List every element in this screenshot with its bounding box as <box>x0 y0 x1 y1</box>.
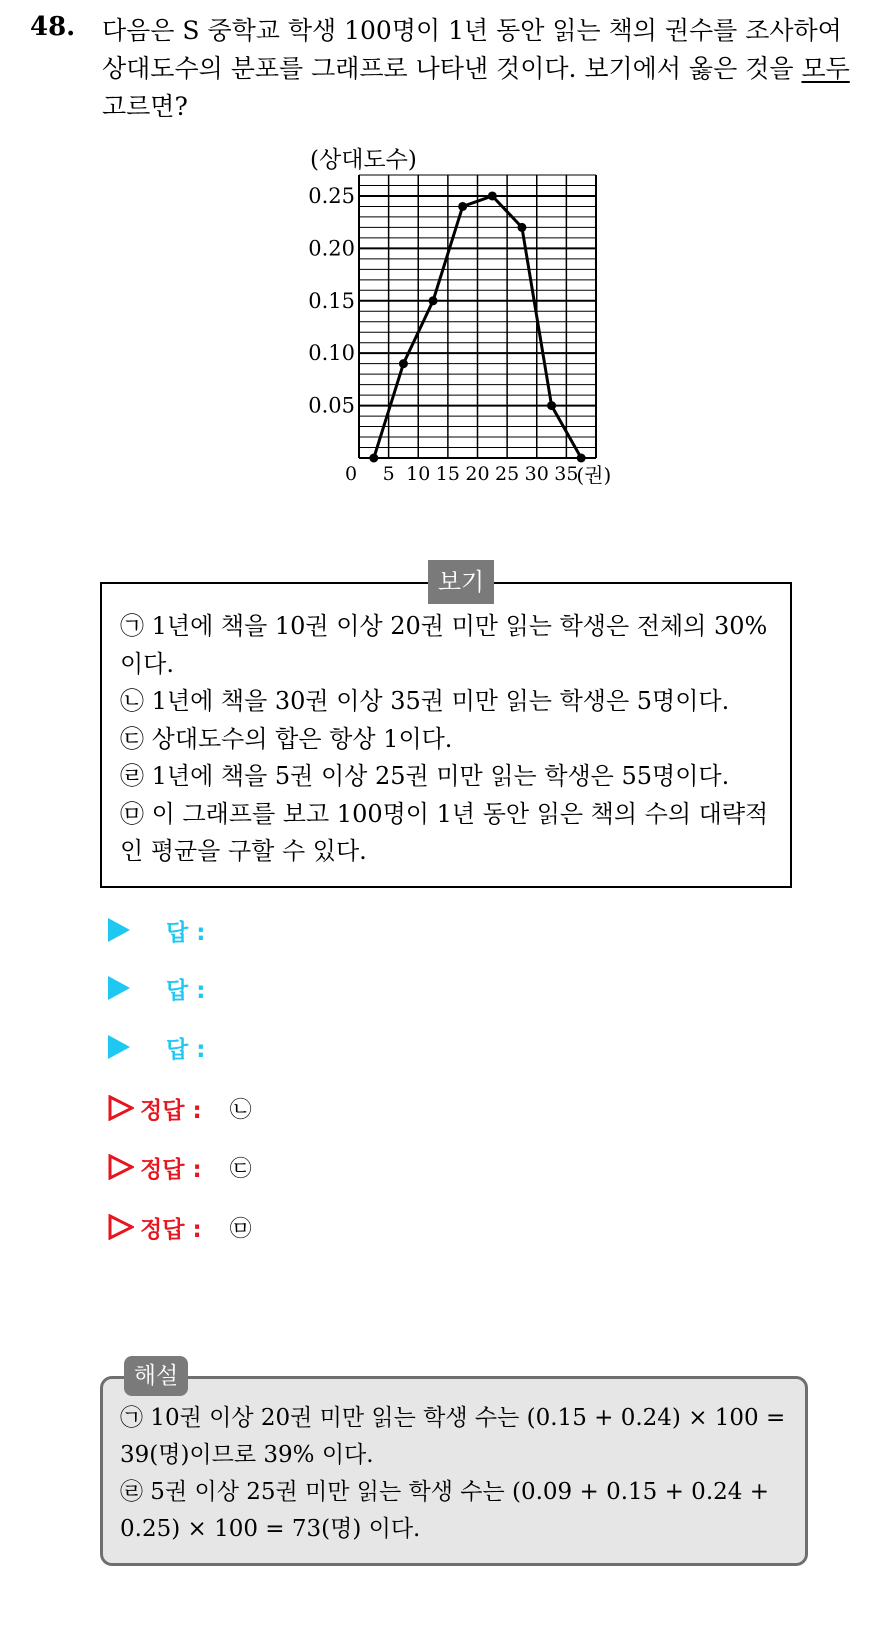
bogi-items <box>120 608 780 871</box>
data-point <box>577 454 586 463</box>
explanation-title: 해설 <box>124 1356 188 1396</box>
question-text-part1: 다음은 S 중학교 학생 100명이 1년 동안 읽는 책의 권수를 조사하여 상대도수의 분포를 그래프로 나타낸 것이다. 보기에서 옳은 것을 <box>102 16 842 83</box>
x-axis-label: (권) <box>576 463 612 487</box>
play-arrow-icon <box>108 1035 130 1059</box>
relative-frequency-chart <box>300 145 630 495</box>
y-tick-label: 0.25 <box>308 183 355 208</box>
y-tick-label: 0.15 <box>308 288 355 313</box>
outline-arrow-icon <box>108 1095 134 1121</box>
data-point <box>369 454 378 463</box>
y-tick-label: 0.10 <box>308 341 355 366</box>
bogi-item-1: ㉠ 1년에 책을 10권 이상 20권 미만 읽는 학생은 전체의 30%이다. <box>120 612 768 678</box>
x-tick-label: 5 <box>382 463 395 485</box>
question-text-underlined: 모두 <box>801 54 850 83</box>
x-tick-label: 15 <box>435 463 460 485</box>
correct-answer-label: 정답 : <box>140 1216 202 1243</box>
play-arrow-icon <box>108 918 130 942</box>
answer-row-2[interactable] <box>108 971 205 1005</box>
answer-label: 답 : <box>166 1036 206 1063</box>
data-point <box>488 191 497 200</box>
x-tick-label: 0 <box>344 463 358 485</box>
correct-answer-value: ㉢ <box>229 1156 252 1182</box>
x-tick-label: 25 <box>495 463 520 485</box>
data-point <box>429 296 438 305</box>
correct-answer-row-1 <box>108 1091 252 1125</box>
bogi-title: 보기 <box>428 560 494 604</box>
x-tick-label: 35 <box>554 463 579 485</box>
answer-label: 답 : <box>166 977 206 1004</box>
bogi-item-3: ㉢ 상대도수의 합은 항상 1이다. <box>120 724 453 753</box>
data-point <box>517 223 526 232</box>
outline-arrow-icon <box>108 1154 134 1180</box>
explanation-items <box>120 1400 800 1548</box>
explanation-line-1: ㉠ 10권 이상 20권 미만 읽는 학생 수는 (0.15 + 0.24) × 100 = 39(명)이므로 39% 이다. <box>120 1405 786 1468</box>
play-arrow-icon <box>108 976 130 1000</box>
x-tick-label: 10 <box>406 463 431 485</box>
correct-answer-label: 정답 : <box>140 1156 202 1183</box>
question-number: 48. <box>30 12 76 42</box>
data-point <box>399 359 408 368</box>
answer-row-1[interactable] <box>108 913 205 947</box>
correct-answer-value: ㉤ <box>229 1216 252 1242</box>
correct-answer-label: 정답 : <box>140 1097 202 1124</box>
answer-row-3[interactable] <box>108 1030 205 1064</box>
bogi-item-4: ㉣ 1년에 책을 5권 이상 25권 미만 읽는 학생은 55명이다. <box>120 762 730 790</box>
y-tick-label: 0.05 <box>308 393 355 418</box>
y-tick-label: 0.20 <box>308 236 355 261</box>
correct-answer-value: ㉡ <box>229 1097 252 1123</box>
data-point <box>458 202 467 211</box>
explanation-line-2: ㉣ 5권 이상 25권 미만 읽는 학생 수는 (0.09 + 0.15 + 0.24 + 0.25) × 100 = 73(명) 이다. <box>120 1479 769 1542</box>
correct-answer-row-2 <box>108 1150 252 1184</box>
x-tick-label: 30 <box>524 463 549 485</box>
data-point <box>547 401 556 410</box>
y-axis-label: (상대도수) <box>310 147 417 173</box>
answer-label: 답 : <box>166 919 206 946</box>
question-text-part2: 고르면? <box>102 92 188 121</box>
x-tick-label: 20 <box>465 463 490 485</box>
bogi-item-5: ㉤ 이 그래프를 보고 100명이 1년 동안 읽은 책의 수의 대략적 인 평균을 구할 수 있다. <box>120 799 769 865</box>
outline-arrow-icon <box>108 1214 134 1240</box>
bogi-item-2: ㉡ 1년에 책을 30권 이상 35권 미만 읽는 학생은 5명이다. <box>120 687 730 715</box>
correct-answer-row-3 <box>108 1210 252 1244</box>
question-text <box>102 12 862 126</box>
